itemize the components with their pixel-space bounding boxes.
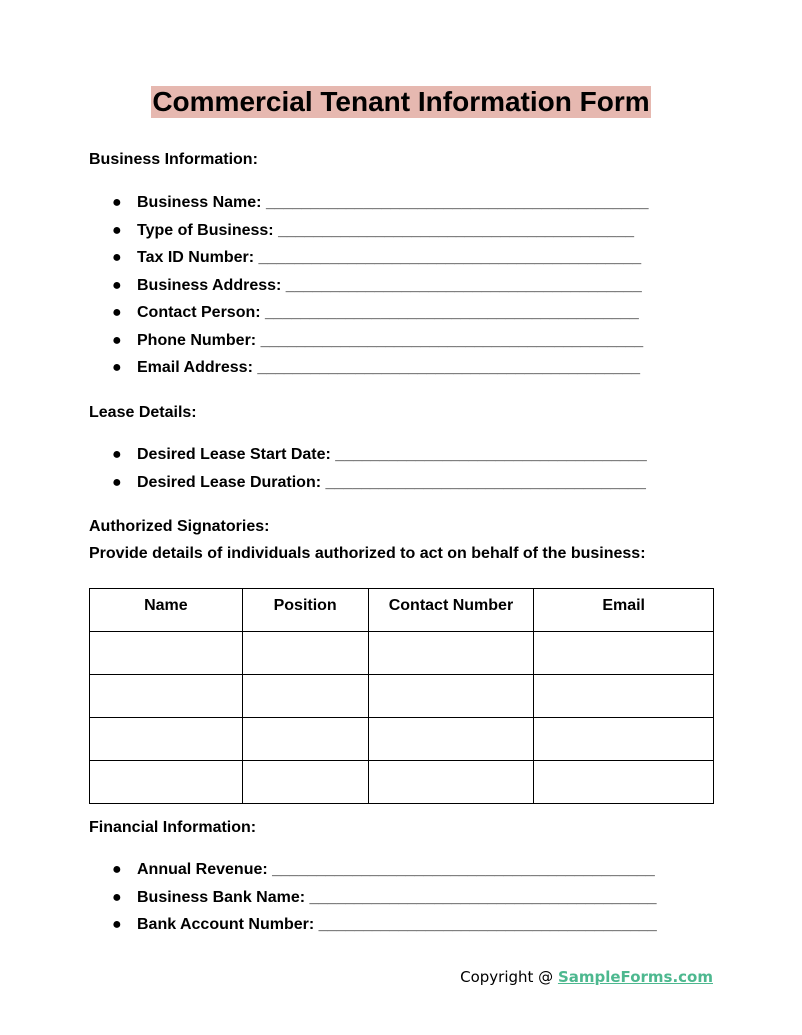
- bullet-icon: ●: [112, 331, 122, 349]
- table-cell[interactable]: [90, 718, 243, 761]
- bullet-icon: ●: [112, 888, 122, 906]
- signatories-heading: Authorized Signatories:: [89, 518, 270, 535]
- table-cell[interactable]: [90, 675, 243, 718]
- bullet-icon: ●: [112, 359, 122, 376]
- table-row: [90, 761, 714, 804]
- brand-link[interactable]: SampleForms.com: [557, 968, 713, 986]
- bullet-icon: ●: [112, 446, 122, 463]
- table-cell[interactable]: [242, 632, 368, 675]
- table-cell[interactable]: [368, 675, 534, 718]
- page-title: Commercial Tenant Information Form: [152, 86, 650, 117]
- form-page: Commercial Tenant Information Form Business Information: ● Business Name: ___________________________________________ ● Type of Business: ________________________________________ ● Tax ID Number: ___________________________________________ ● Business Address: ________________________________________ ● Contact Person: __________________________________________ ● Phone Number: ___________________________________________ ● Email Address: ___________________________________________ Lease Details: ● Desired Lease Start Date: ___________________________________ ● Desired Lease Duration: ____________________________________ Authorized Signatories: Provide details of individuals authorized to act on behalf of the business: Name Position Contact Number Email Financial Information: ● Annual Revenue: ___________________________________________ ● Business Bank Name: _______________________________________ ● Bank Account Number: ______________________________________ Copyright @ SampleForms.com: [0, 0, 802, 1035]
- table-cell[interactable]: [534, 718, 714, 761]
- column-header-position: Position: [242, 589, 368, 632]
- table-cell[interactable]: [368, 632, 534, 675]
- table-row: [90, 675, 714, 718]
- column-header-email: Email: [534, 589, 714, 632]
- table-cell[interactable]: [368, 718, 534, 761]
- table-cell[interactable]: [534, 675, 714, 718]
- table-cell[interactable]: [534, 632, 714, 675]
- table-cell[interactable]: [242, 718, 368, 761]
- bullet-icon: ●: [112, 276, 122, 294]
- column-header-contact-number: Contact Number: [368, 589, 534, 632]
- table-header-row: [90, 589, 714, 632]
- lease-heading: Lease Details:: [89, 404, 197, 421]
- table-cell[interactable]: [534, 761, 714, 804]
- copyright-text: Copyright @: [460, 968, 558, 986]
- table-cell[interactable]: [90, 761, 243, 804]
- bullet-icon: ●: [112, 249, 122, 266]
- table-row: [90, 718, 714, 761]
- bullet-icon: ●: [112, 221, 122, 239]
- bullet-icon: ●: [112, 916, 122, 933]
- title-wrap: [0, 86, 802, 118]
- bullet-icon: ●: [112, 473, 122, 491]
- table-cell[interactable]: [368, 761, 534, 804]
- business-heading: Business Information:: [89, 151, 258, 168]
- table-row: [90, 632, 714, 675]
- signatories-table: [89, 588, 714, 804]
- financial-heading: Financial Information:: [89, 819, 257, 836]
- bullet-icon: ●: [112, 304, 122, 321]
- table-cell[interactable]: [90, 632, 243, 675]
- column-header-name: Name: [90, 589, 243, 632]
- copyright-footer: [460, 968, 713, 986]
- table-cell[interactable]: [242, 761, 368, 804]
- table-cell[interactable]: [242, 675, 368, 718]
- bullet-icon: ●: [112, 861, 122, 878]
- bullet-icon: ●: [112, 194, 122, 211]
- signatories-instruction: Provide details of individuals authorized to act on behalf of the business:: [89, 545, 646, 562]
